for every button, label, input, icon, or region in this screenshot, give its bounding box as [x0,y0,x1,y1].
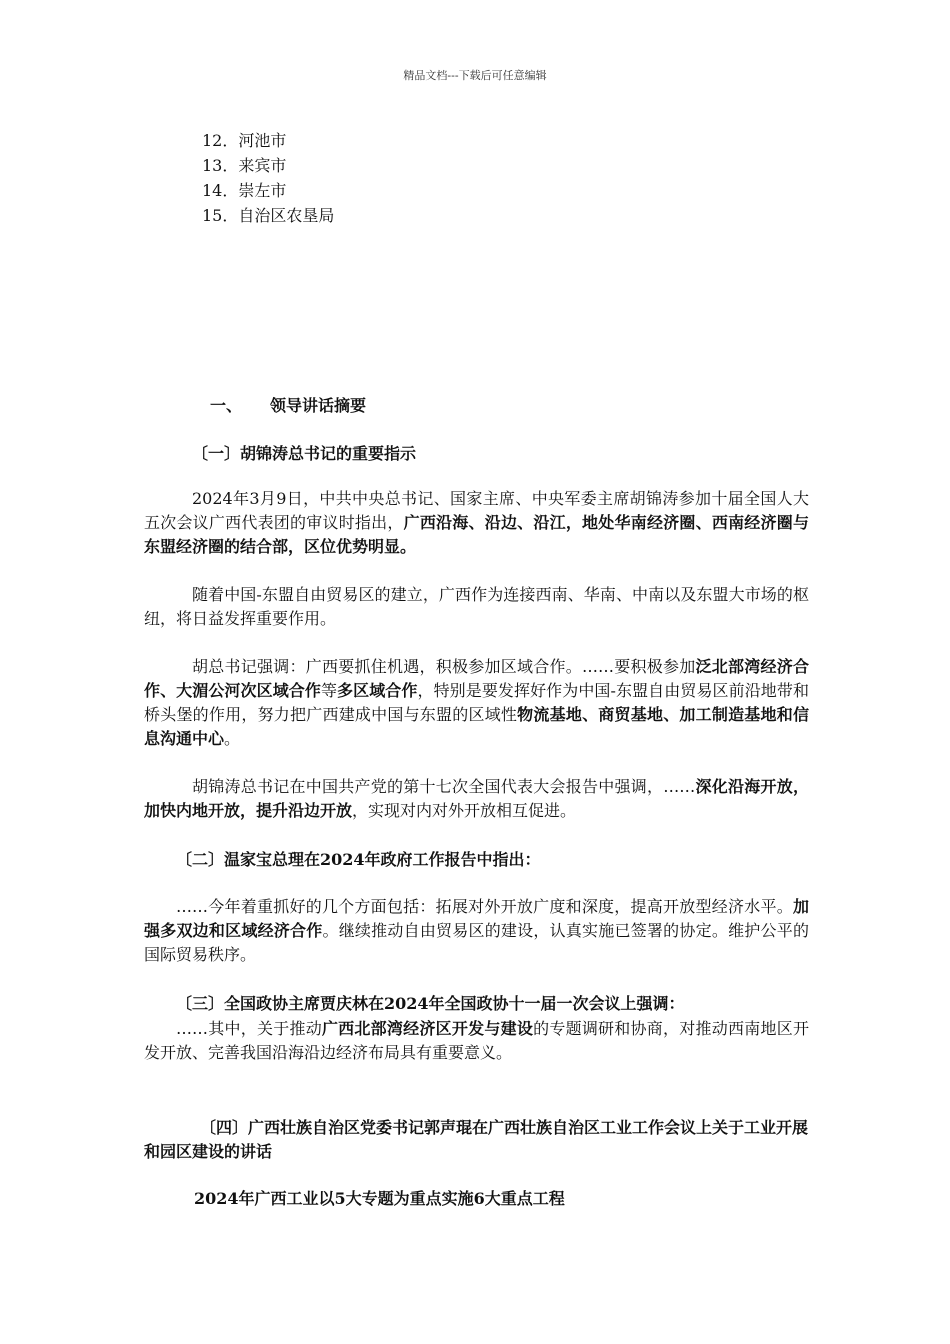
paragraph-emphasis: 加强多双边和区域经济合作 [144,897,809,940]
paragraph-1 [144,487,809,559]
paragraph-emphasis: 广西北部湾经济区开发与建设 [321,1019,534,1038]
paragraph-text: 。继续推动自由贸易区的建设，认真实施已签署的协定。维护公平的国际贸易秩序。 [144,921,809,964]
section-heading [210,393,366,416]
subsection-heading-4: 〔四〕广西壮族自治区党委书记郭声琨在广西壮族自治区工业工作会议上关于工业开展和园区建设的讲话 [144,1118,809,1161]
paragraph-emphasis: 物流基地、商贸基地、加工制造基地和信息沟通中心 [144,705,809,748]
section-number: 一、 [210,396,243,415]
subsection-heading-1: 〔一〕胡锦涛总书记的重要指示 [192,444,417,463]
paragraph-text: 随着中国-东盟自由贸易区的建立，广西作为连接西南、华南、中南以及东盟大市场的枢纽，将日益发挥重要作用。 [144,585,809,628]
subsection-heading-2: 〔二〕温家宝总理在2024年政府工作报告中指出： [176,850,541,869]
subsection-heading-5: 2024年广西工业以5大专题为重点实施6大重点工程 [194,1189,565,1208]
paragraph-3 [144,655,809,751]
section-title: 领导讲话摘要 [270,396,367,415]
paragraph-2 [144,583,809,631]
paragraph-emphasis: 泛北部湾经济合作、大湄公河次区域合作 [144,657,809,700]
subsection-heading-3: 〔三〕全国政协主席贾庆林在2024年全国政协十一届一次会议上强调： [176,994,685,1013]
paragraph-4 [144,775,809,823]
page-header: 精品文档---下载后可任意编辑 [403,69,547,82]
list-item: 13．来宾市 [202,156,287,175]
list-item: 14．崇左市 [202,181,287,200]
city-list [202,128,334,228]
paragraph-text: 胡锦涛总书记在中国共产党的第十七次全国代表大会报告中强调，…… [192,777,696,796]
paragraph-emphasis: 深化沿海开放，加快内地开放，提升沿边开放 [144,777,809,820]
paragraph-text: 的专题调研和协商，对推动西南地区开发开放、完善我国沿海沿边经济布局具有重要意义。 [144,1019,809,1062]
list-item: 12．河池市 [202,131,287,150]
paragraph-text: 胡总书记强调：广西要抓住机遇，积极参加区域合作。……要积极参加 [192,657,696,676]
paragraph-text: ……其中，关于推动 [176,1019,322,1038]
paragraph-text: 。 [224,729,241,748]
paragraph-emphasis: 广西沿海、沿边、沿江，地处华南经济圈、西南经济圈与东盟经济圈的结合部，区位优势明显。 [144,513,809,556]
paragraph-emphasis: 多区域合作 [337,681,418,700]
paragraph-text: ，实现对内对外开放相互促进。 [352,801,577,820]
paragraph-text: 等 [320,681,338,700]
paragraph-5 [144,895,809,967]
paragraph-text: ，特别是要发挥好作为中国-东盟自由贸易区前沿地带和桥头堡的作用，努力把广西建成中国与东盟的区域性 [144,681,809,724]
paragraph-text: ……今年着重抓好的几个方面包括：拓展对外开放广度和深度，提高开放型经济水平。 [176,897,793,916]
list-item: 15．自治区农垦局 [202,206,335,225]
paragraph-text: 2024年3月9日，中共中央总书记、国家主席、中央军委主席胡锦涛参加十届全国人大五次会议广西代表团的审议时指出， [144,489,809,532]
paragraph-6 [144,1017,809,1065]
